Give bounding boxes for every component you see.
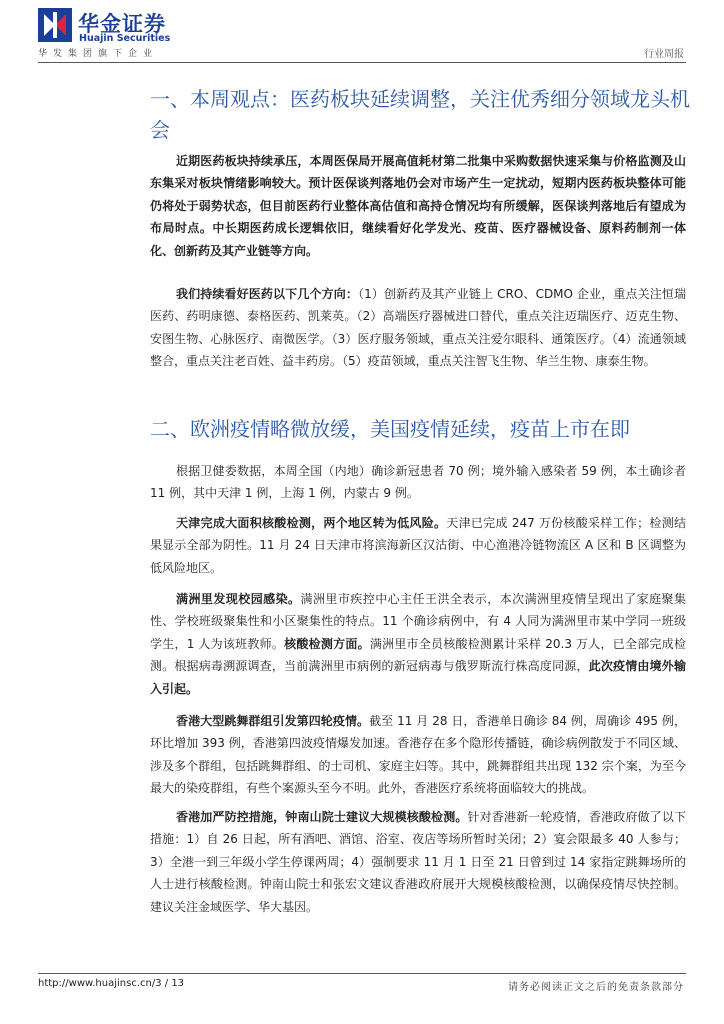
paragraph-text: 截至 11 月 28 日，香港单日确诊 84 例，周确诊 495 例，环比增加 393 例，香港第四波疫情爆发加速。香港存在多个隐形传播链，确诊病例散发于不同区域、涉及多个群组，包括跳舞群组、的士司机、家庭主妇等。其中，跳舞群组共出现 132 宗个案，为至今最大的染疫群组，有些个案源头至今不明。此外，香港医疗系统将面临较大的挑战。 [150,714,686,796]
paragraph [150,588,686,700]
paragraph-text: 天津已完成 247 万份核酸采样工作；检测结果显示全部为阴性。11 月 24 日天津市将滨海新区汉沽街、中心渔港冷链物流区 A 区和 B 区调整为低风险地区。 [150,516,686,575]
paragraph-text: 近期医药板块持续承压，本周医保局开展高值耗材第二批集中采购数据快速采集与价格监测及山东集采对板块情绪影响较大。预计医保谈判落地仍会对市场产生一定扰动，短期内医药板块整体可能仍将处于弱势状态，但目前医药行业整体高估值和高持仓情况均有所缓解，医保谈判落地后有望成为布局时点。中长期医药成长逻辑依旧，继续看好化学发光、疫苗、医疗器械设备、原料药制剂一体化、创新药及其产业链等方向。 [150,154,686,258]
paragraph-lead: 满洲里发现校园感染。 [176,592,301,606]
brand-name-cn: 华金证券 [78,12,166,36]
paragraph-lead: 香港大型跳舞群组引发第四轮疫情。 [176,714,370,728]
paragraph-emphasis: 核酸检测方面。 [284,636,370,651]
huajin-logo-icon [38,8,72,42]
page-number: 3 / 13 [155,978,185,989]
paragraph-text: （1）创新药及其产业链上 CRO、CDMO 企业，重点关注恒瑞医药、药明康德、泰格医药、凯莱英。（2）高端医疗器械进口替代，重点关注迈瑞医疗、迈克生物、安图生物、心脉医疗、南微医学。（3）医疗服务领域，重点关注爱尔眼科、通策医疗。（4）流通领域整合，重点关注老百姓、益丰药房。（5）疫苗领域，重点关注智飞生物、华兰生物、康泰生物。 [150,287,686,369]
section-heading-1: 一、本周观点：医药板块延续调整，关注优秀细分领域龙头机会 [150,87,690,142]
paragraph [150,283,686,373]
paragraph [150,150,686,262]
brand-name-en: Huajin Securities [79,33,171,44]
paragraph [150,710,686,800]
footer-divider [38,973,686,974]
page-header [0,0,724,70]
paragraph-lead: 天津完成大面积核酸检测，两个地区转为低风险。 [176,516,447,530]
report-type: 行业周报 [644,49,684,60]
header-divider [38,62,686,63]
footer-left [38,978,184,989]
paragraph-text: 根据卫健委数据，本周全国（内地）确诊新冠患者 70 例；境外输入感染者 59 例，本土确诊者 11 例，其中天津 1 例，上海 1 例，内蒙古 9 例。 [150,464,686,501]
paragraph [150,512,686,579]
website-link[interactable]: http://www.huajinsc.cn/ [38,978,156,989]
section-heading-2: 二、欧洲疫情略微放缓，美国疫情延续，疫苗上市在即 [150,417,630,441]
paragraph-lead: 我们持续看好医药以下几个方向： [176,287,358,301]
paragraph-emphasis: 此次疫情由境外输入引起。 [150,659,686,696]
disclaimer-note: 请务必阅读正文之后的免责条款部分 [508,982,684,993]
paragraph [150,806,686,918]
paragraph-text: 针对香港新一轮疫情，香港政府做了以下措施：1）自 26 日起，所有酒吧、酒馆、浴室、夜店等场所暂时关闭；2）宴会限最多 40 人参与；3）全港一到三年级小学生停课两周；4）强制要求 11 月 1 日至 21 日曾到过 14 家指定跳舞场所的人士进行核酸检测。钟南山院士和张宏文建议香港政府展开大规模核酸检测，以确保疫情尽快控制。建议关注金域医学、华大基因。 [150,810,686,914]
paragraph [150,460,686,505]
group-tagline: 华发集团旗下企业 [38,49,159,59]
paragraph-text: 满洲里市疾控中心主任王洪全表示，本次满洲里疫情呈现出了家庭聚集性、学校班级聚集性和小区聚集性的特点。11 个确诊病例中，有 4 人同为满洲里市某中学同一班级学生，1 人为该班教师。 [150,592,686,651]
paragraph-lead: 香港加严防控措施，钟南山院士建议大规模核酸检测。 [176,810,468,824]
paragraph-text: 满洲里市全员核酸检测累计采样 20.3 万人，已全部完成检测。根据病毒溯源调查，当前满洲里市病例的新冠病毒与俄罗斯流行株高度同源， [150,636,686,674]
